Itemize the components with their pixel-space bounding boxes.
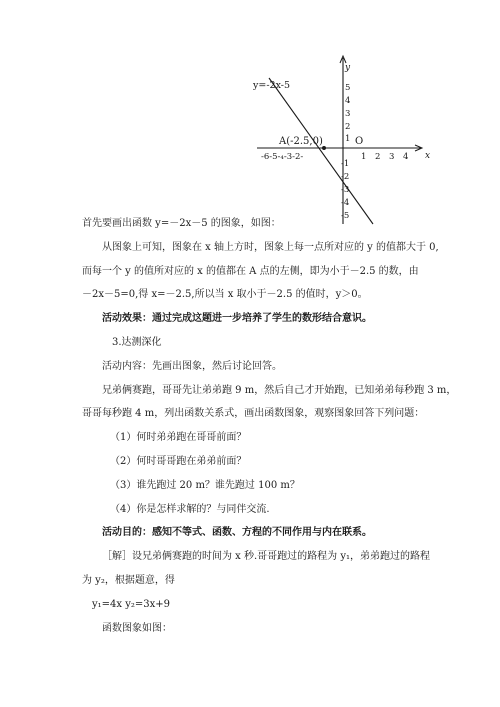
y-tick-label: -4 xyxy=(341,198,350,208)
x-ticks-negative: -6-5-₄-3-2- xyxy=(261,152,304,162)
text-line: 哥哥每秒跑 4 m，列出函数关系式，画出函数图象，观察图象回答下列问题： xyxy=(82,408,425,420)
y-ticks-positive xyxy=(345,83,350,144)
function-graph xyxy=(245,48,435,226)
x-ticks-positive xyxy=(361,152,408,162)
text-line: 函数图象如图： xyxy=(102,622,172,634)
y-tick-label: -2 xyxy=(341,172,350,182)
text-line: 而每一个 y 的值所对应的 x 的值都在 A 点的左侧，即为小于－2.5 的数，由 xyxy=(82,265,419,277)
y-tick-label: 5 xyxy=(345,83,351,93)
text-line: －2x－5=0,得 x=－2.5,所以当 x 取小于－2.5 的值时，y＞0。 xyxy=(82,289,368,301)
x-tick-label: 4 xyxy=(403,152,409,162)
text-line: ［解］设兄弟俩赛跑的时间为 x 秒.哥哥跑过的路程为 y₁，弟弟跑过的路程 xyxy=(102,551,431,563)
y-axis-label: y xyxy=(345,63,351,73)
graph-line xyxy=(269,78,373,224)
text-line: 兄弟俩赛跑，哥哥先让弟弟跑 9 m，然后自己才开始跑，已知弟弟每秒跑 3 m， xyxy=(102,384,457,396)
question-item: （1）何时弟弟跑在哥哥前面？ xyxy=(110,432,247,444)
line-label: y=-2x-5 xyxy=(253,80,291,91)
y-tick-label: -1 xyxy=(341,159,350,169)
question-item: （3）谁先跑过 20 m？谁先跑过 100 m？ xyxy=(110,479,300,491)
x-tick-label: 1 xyxy=(361,152,367,162)
y-tick-label: 3 xyxy=(345,109,351,119)
question-item: （4）你是怎样求解的？与同伴交流. xyxy=(110,503,270,515)
equation-line: y₁=4x y₂=3x+9 xyxy=(92,598,170,610)
text-line: 首先要画出函数 y=－2x－5 的图象，如图： xyxy=(82,218,281,229)
x-axis-label: x xyxy=(425,151,431,161)
graph-svg xyxy=(245,48,435,226)
point-label: A(-2.5,0) xyxy=(279,136,323,147)
y-tick-label: 2 xyxy=(345,122,351,132)
y-tick-label: -5 xyxy=(341,211,350,221)
activity-effect: 活动效果：通过完成这题进一步培养了学生的数形结合意识。 xyxy=(102,313,372,325)
text-line: 从图象上可知，图象在 x 轴上方时，图象上每一点所对应的 y 的值都大于 0, xyxy=(102,241,439,253)
x-tick-label: 3 xyxy=(389,152,395,162)
x-tick-label: 2 xyxy=(375,152,381,162)
y-tick-label: -3 xyxy=(341,185,350,195)
text-line: 为 y₂，根据题意，得 xyxy=(82,574,175,586)
origin-label: O xyxy=(355,136,364,147)
question-item: （2）何时哥哥跑在弟弟前面？ xyxy=(110,455,247,467)
activity-purpose: 活动目的：感知不等式、函数、方程的不同作用与内在联系。 xyxy=(102,527,372,539)
document-body xyxy=(82,212,457,640)
y-tick-label: 4 xyxy=(345,96,351,106)
text-line: 活动内容：先画出图象，然后讨论回答。 xyxy=(102,360,282,372)
y-tick-label: 1 xyxy=(345,134,351,144)
section-title: 3.达测深化 xyxy=(112,336,162,348)
